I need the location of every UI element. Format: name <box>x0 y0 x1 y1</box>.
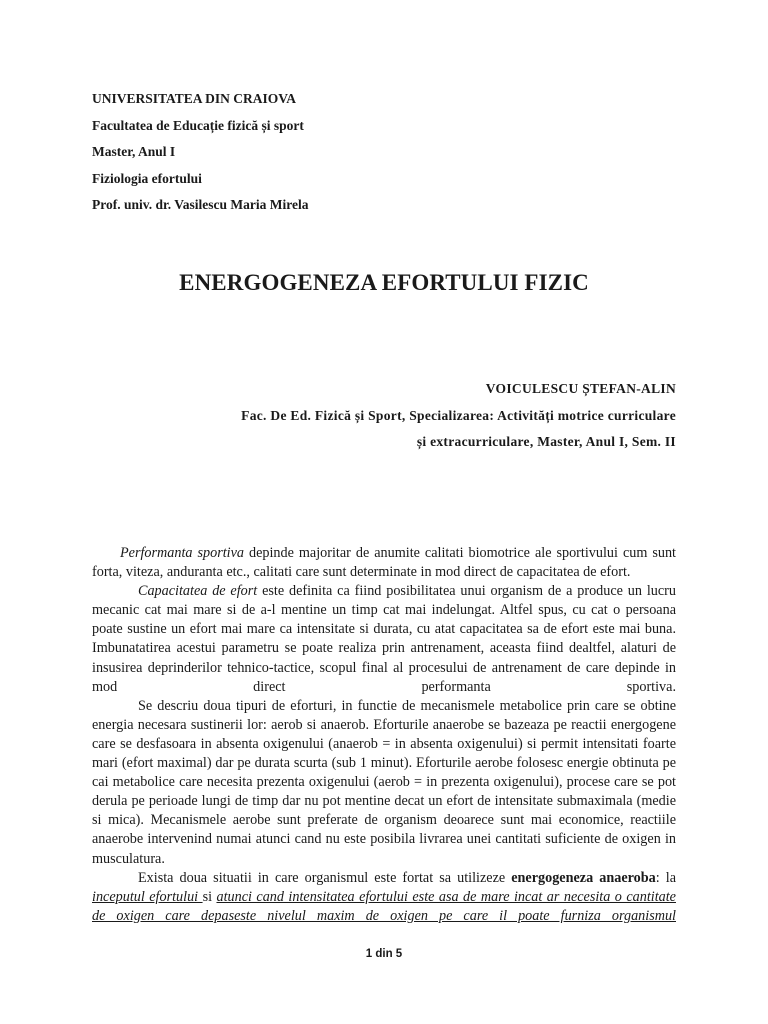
term-capacitatea-de-efort: Capacitatea de efort <box>138 583 258 600</box>
page-number: 1 din 5 <box>365 948 403 960</box>
author-affiliation-line-2: și extracurriculare, Master, Anul I, Sem. II <box>416 434 676 449</box>
author-affiliation-line-1: Fac. De Ed. Fizică și Sport, Specializarea: Activități motrice curriculare <box>241 407 676 423</box>
underlined-intensity-condition: atunci cand intensitatea efortului este asa de mare incat ar necesita o cantitate de oxigen care depaseste nivelul maxim de oxigen pe care il poate furniza organismul <box>92 888 676 924</box>
professor-name: Prof. univ. dr. Vasilescu Maria Mirela <box>92 197 309 212</box>
author-name: VOICULESCU ȘTEFAN-ALIN <box>485 381 676 396</box>
author-block <box>241 376 676 456</box>
faculty-name: Facultatea de Educație fizică și sport <box>92 117 304 133</box>
paragraph-anaerobic <box>92 869 676 926</box>
paragraph-text: Exista doua situatii in care organismul este fortat sa utilizeze <box>138 869 512 886</box>
paragraph-text: si <box>202 888 217 905</box>
document-title: ENERGOGENEZA EFORTULUI FIZIC <box>179 270 589 295</box>
paragraph-capacity <box>92 582 676 697</box>
paragraph-effort-types: Se descriu doua tipuri de eforturi, in functie de mecanismele metabolice prin care se obtine energia necesara sustinerii lor: aerob si anaerob. Eforturile anaerobe se bazeaza pe reactii energogene care se desfasoara in absenta oxigenului (anaerob = in absenta oxigenului) si permit intensitati foarte mari (efort maximal) dar pe durata scurta (sub 1 minut). Eforturile aerobe folosesc energie obtinuta pe cai metabolice care necesita prezenta oxigenului (aerob = in prezenta oxigenului), procese care se pot derula pe perioade lungi de timp dar nu pot mentine decat un efort de intensitate submaximala (medie si mica). Mecanismele aerobe sunt preferate de organism deoarece sunt mai economice, reactiile anaerobe intervenind numai atunci cand nu este posibila livrarea unei cantitati suficiente de oxigen in musculatura. <box>92 697 676 867</box>
university-name: UNIVERSITATEA DIN CRAIOVA <box>92 91 297 106</box>
body-text <box>92 544 676 926</box>
paragraph-text: este definita ca fiind posibilitatea unui organism de a produce un lucru mecanic cat mai mare si de a-l mentine un timp cat mai indelungat. Altfel spus, cu cat o persoana poate sustine un efort mai mare ca intensitate si durata, cu atat capacitatea sa de efort este mai buna. Imbunatatirea acestui parametru se poate realiza prin antrenament, aceasta fiind dealtfel, alaturi de insusirea deprinderilor tehnico-tactice, scopul final al procesului de antrenament de care depinde in mod direct performanta sportiva. <box>92 583 676 695</box>
document-header <box>92 86 309 219</box>
paragraph-performance <box>92 544 676 582</box>
term-performanta-sportiva: Performanta sportiva <box>120 545 244 561</box>
term-energogeneza-anaeroba: energogeneza anaeroba <box>511 869 656 886</box>
paragraph-text: : la <box>655 869 676 886</box>
underlined-inceputul-efortului: inceputul efortului <box>92 888 203 905</box>
paragraph-text: depinde majoritar de anumite calitati biomotrice ale sportivului cum sunt forta, viteza, anduranta etc., calitati care sunt determinate in mod direct de capacitatea de efort. <box>92 545 676 581</box>
course-name: Fiziologia efortului <box>92 170 202 186</box>
program-name: Master, Anul I <box>92 144 176 159</box>
